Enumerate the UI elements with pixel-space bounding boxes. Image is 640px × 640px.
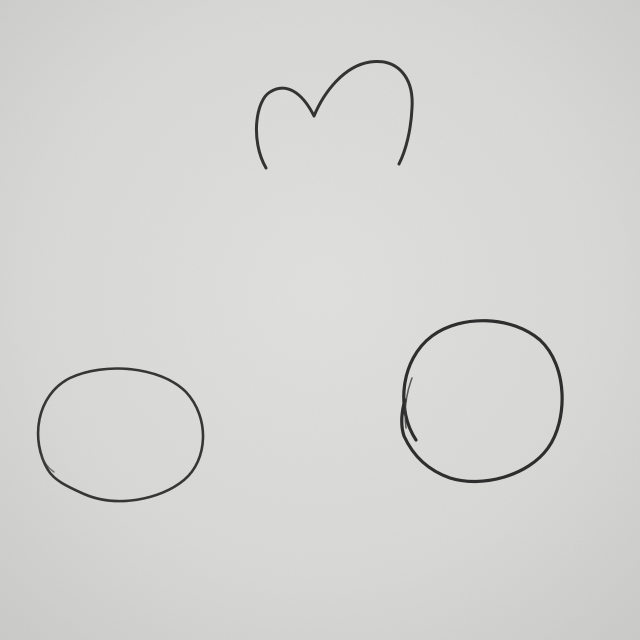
m-shaped-arc bbox=[256, 61, 412, 168]
left-oval bbox=[38, 369, 203, 502]
right-circle bbox=[402, 321, 562, 482]
